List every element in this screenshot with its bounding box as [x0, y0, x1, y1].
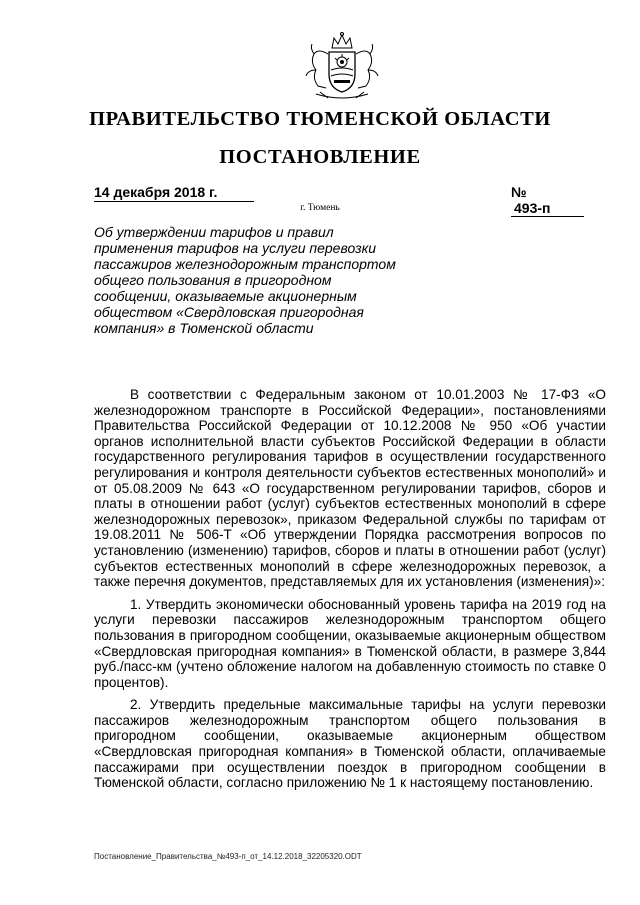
subject-line: компания» в Тюменской области [94, 320, 314, 336]
subject-line: общего пользования в пригородном [94, 272, 332, 288]
subject-line: применения тарифов на услуги перевозки [94, 240, 377, 256]
tyumen-oblast-coat-of-arms-icon [298, 30, 386, 104]
number-value: 493-п [511, 200, 584, 217]
document-subject [94, 224, 414, 336]
body-paragraph-preamble: В соответствии с Федеральным законом от 10.01.2003 № 17-ФЗ «О железнодорожном транспорте в Российской Федерации», постановлениями Правительства Российской Федерации от 10.12.2008 № 950 «Об участии органов исполнительной власти субъектов Российской Федерации в области государственного регулирования тарифов в осуществлении государственного регулирования и контроля деятельности субъектов естественных монополий» и от 05.08.2009 № 643 «О государственном регулировании тарифов, сборов и платы в отношении работ (услуг) субъектов естественных монополий в сфере железнодорожных перевозок», приказом Федеральной службы по тарифам от 19.08.2011 № 506-Т «Об утверждении Порядка рассмотрения вопросов по установлению (изменению) тарифов, сборов и платы в отношении работ (услуг) субъектов естественных монополий в сфере железнодорожных перевозок, а также перечня документов, представляемых для их установления (изменения)»: [94, 387, 606, 590]
subject-line: пассажиров железнодорожным транспортом [94, 256, 396, 272]
footer-filename: Постановление_Правительства_№493-п_от_14.12.2018_32205320.ODT [94, 852, 362, 861]
document-city: г. Тюмень [300, 203, 340, 213]
government-title: ПРАВИТЕЛЬСТВО ТЮМЕНСКОЙ ОБЛАСТИ [89, 108, 551, 130]
subject-line: обществом «Свердловская пригородная [94, 304, 364, 320]
body-paragraph-item-1: 1. Утвердить экономически обоснованный уровень тарифа на 2019 год на услуги перевозки пассажиров железнодорожным транспортом общего пользования в пригородном сообщении, оказываемые акционерным обществом «Свердловская пригородная компания» в Тюменской области, в размере 3,844 руб./пасс-км (учтено обложение налогом на добавленную стоимость по ставке 0 процентов). [94, 596, 606, 690]
subject-line: Об утверждении тарифов и правил [94, 224, 334, 240]
document-body [94, 387, 606, 798]
body-paragraph-item-2: 2. Утвердить предельные максимальные тарифы на услуги перевозки пассажиров железнодорожным транспортом общего пользования в пригородном сообщении, оказываемые акционерным обществом «Свердловская пригородная компания» в Тюменской области, оплачиваемые пассажирами при осуществлении поездок в пригородном сообщении в Тюменской области, согласно приложению № 1 к настоящему постановлению. [94, 697, 606, 791]
subject-line: сообщении, оказываемые акционерным [94, 288, 357, 304]
document-date: 14 декабря 2018 г. [94, 184, 254, 202]
number-prefix: № [511, 184, 527, 200]
document-type-title: ПОСТАНОВЛЕНИЕ [219, 146, 421, 168]
document-number [511, 184, 603, 217]
